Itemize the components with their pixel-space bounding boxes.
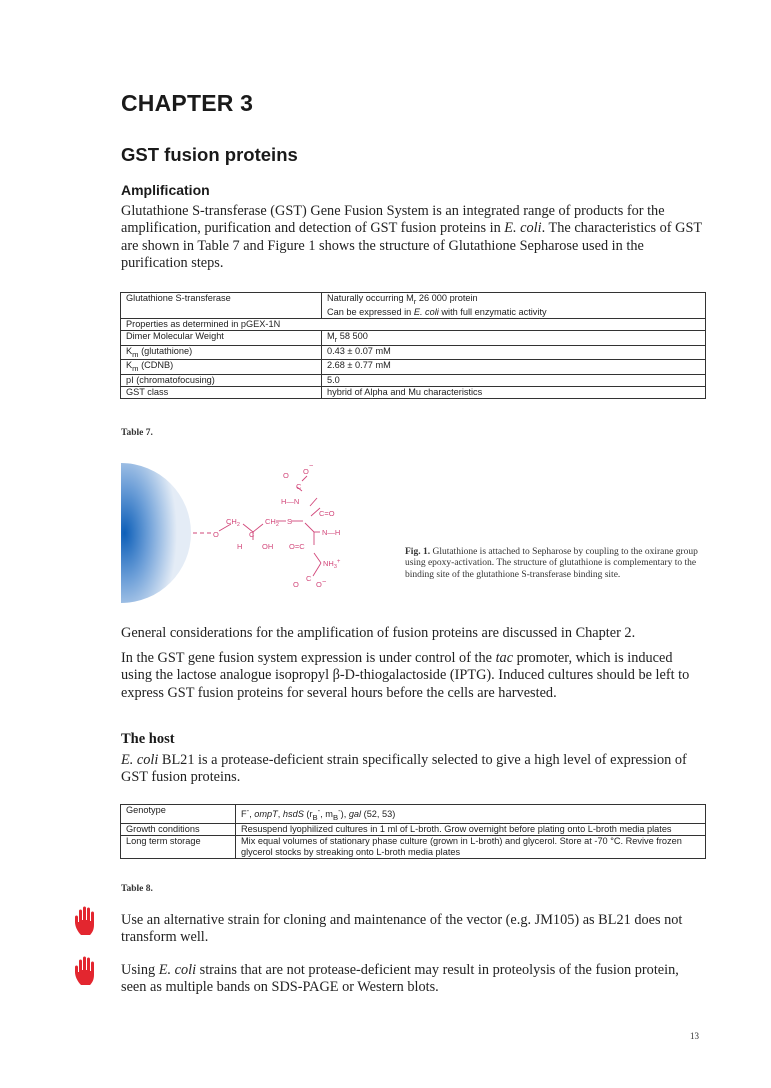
table-7 <box>120 292 706 399</box>
table-cell: Growth conditions <box>121 823 236 835</box>
figure-1-caption: Fig. 1. Glutathione is attached to Sepharose by coupling to the oxirane group using epoxy-activation. The structure of glutathione is complementary to the binding site of the glutathione S-transferase binding site. <box>405 547 698 580</box>
table-cell: hybrid of Alpha and Mu characteristics <box>322 387 706 399</box>
table-cell: Properties as determined in pGEX-1N <box>121 318 706 330</box>
table-row <box>121 318 706 330</box>
glutathione-bonds <box>193 476 321 576</box>
mol-o2: O <box>303 467 309 476</box>
table-cell: Mix equal volumes of stationary phase culture (grown in L-broth) and glycerol. Store at -70 °C. Revive frozen glycerol stocks by streaking onto L-broth media plates <box>236 835 706 858</box>
table-cell: 0.43 ± 0.07 mM <box>322 345 706 360</box>
amplification-heading: Amplification <box>121 182 210 198</box>
glutathione-sepharose-figure <box>121 460 441 608</box>
mol-c2: C <box>249 530 255 539</box>
table-8 <box>120 804 706 859</box>
table-row <box>121 387 706 399</box>
table-7-caption: Table 7. <box>121 428 153 438</box>
mol-o1: O <box>283 471 289 480</box>
table-cell: 2.68 ± 0.77 mM <box>322 360 706 375</box>
table-cell: $M_r$ 58 500 <box>322 330 706 345</box>
mol-nh: N—H <box>322 528 341 537</box>
table-row <box>121 360 706 375</box>
table-cell: $K_m$ (glutathione) <box>121 345 322 360</box>
mol-c1: C <box>296 482 302 491</box>
table-cell: Dimer Molecular Weight <box>121 330 322 345</box>
mol-c-eq-o: C=O <box>319 509 335 518</box>
intro-paragraph: Glutathione S-transferase (GST) Gene Fusion System is an integrated range of products for the amplification, purification and detection of GST fusion proteins in E. coli. The characteristics of GST are shown in Table 7 and Figure 1 shows the structure of Glutathione Sepharose used in the purification steps. <box>121 203 702 272</box>
table-cell: Genotype <box>121 805 236 824</box>
table-row <box>121 805 706 824</box>
mol-ch2-a: $CH_2$ <box>226 517 240 528</box>
table-cell: GST class <box>121 387 322 399</box>
page-number: 13 <box>690 1031 699 1041</box>
mol-ch2-b: $CH_2$ <box>265 517 279 528</box>
table-row <box>121 823 706 835</box>
mol-o-link: O <box>213 530 219 539</box>
gst-expression-paragraph: In the GST gene fusion system expression is under control of the tac promoter, which is induced using the lactose analogue isopropyl β-D-thiogalactoside (IPTG). Induced cultures should be left to express GST fusion proteins for several hours before the cells are harvested. <box>121 650 690 701</box>
table-cell: pI (chromatofocusing) <box>121 375 322 387</box>
mol-oh: OH <box>262 542 274 551</box>
table-row <box>121 375 706 387</box>
note-protease-deficient: Using E. coli strains that are not protease-deficient may result in proteolysis of the fusion protein, seen as multiple bands on SDS-PAGE or Western blots. <box>121 962 679 996</box>
mol-minus2: − <box>322 577 327 586</box>
host-heading: The host <box>121 731 175 747</box>
mol-o4: O <box>316 580 322 589</box>
table-row <box>121 345 706 360</box>
mol-o3: O <box>293 580 299 589</box>
general-considerations-paragraph: General considerations for the amplification of fusion proteins are discussed in Chapter 2. <box>121 625 636 641</box>
table-row <box>121 330 706 345</box>
mol-nh3: $NH_3^+$ <box>323 559 341 570</box>
hand-warning-icon <box>72 955 102 987</box>
mol-minus1: − <box>309 461 314 470</box>
section-title: GST fusion proteins <box>121 144 298 165</box>
table-row <box>121 835 706 858</box>
hand-warning-icon <box>72 905 102 937</box>
sepharose-bead <box>121 463 191 603</box>
mol-h: H <box>237 542 243 551</box>
table-cell: Naturally occurring $M_r$ 26 000 protein Can be expressed in E. coli with full enzymatic activity <box>322 293 706 319</box>
mol-c4: C <box>306 574 312 583</box>
table-cell: Glutathione S-transferase <box>121 293 322 319</box>
chapter-title: CHAPTER 3 <box>121 90 254 116</box>
mol-hn: H—N <box>281 497 300 506</box>
table-cell: 5.0 <box>322 375 706 387</box>
table-cell: Resuspend lyophilized cultures in 1 ml of L-broth. Grow overnight before plating onto L-broth media plates <box>236 823 706 835</box>
table-cell: Long term storage <box>121 835 236 858</box>
mol-o-c: O=C <box>289 542 305 551</box>
table-8-caption: Table 8. <box>121 884 153 894</box>
note-alternative-strain: Use an alternative strain for cloning and maintenance of the vector (e.g. JM105) as BL21 does not transform well. <box>121 912 683 946</box>
mol-s: S <box>287 517 293 526</box>
table-cell: F-, ompT, hsdS ($r_B^-$, $m_B^-$), gal (52, 53) <box>236 805 706 824</box>
table-cell: $K_m$ (CDNB) <box>121 360 322 375</box>
table-row <box>121 293 706 319</box>
host-paragraph: E. coli BL21 is a protease-deficient strain specifically selected to give a high level of expression of GST fusion proteins. <box>121 752 687 786</box>
